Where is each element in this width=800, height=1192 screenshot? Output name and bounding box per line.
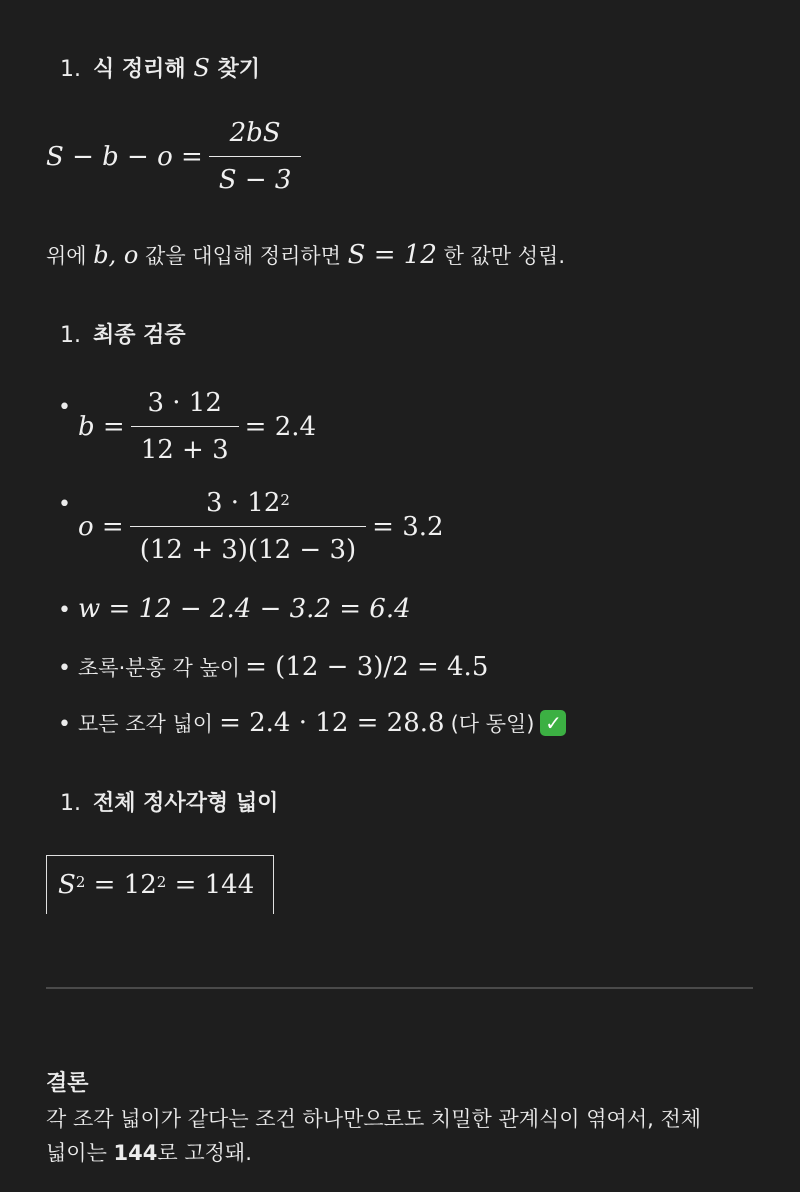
- section-divider: [46, 987, 753, 989]
- step1-result-line: 위에 b, o 값을 대입해 정리하면 S = 12 한 값만 성립.: [46, 240, 566, 270]
- b-fraction: $\frac{3 \cdot 12}{12 + 3}$: [131, 388, 239, 465]
- check-mark-icon: ✓: [540, 710, 566, 736]
- o-fraction: $\frac{3 \cdot 12^2}{(12 + 3)(12 - 3)}$: [130, 488, 366, 565]
- conclusion-heading: 결론: [46, 1071, 89, 1096]
- conclusion-text: 각 조각 넓이가 같다는 조건 하나만으로도 치밀한 관계식이 엮여서, 전체 넓이는 144로 고정돼.: [46, 1107, 702, 1165]
- height-verification: 초록·분홍 각 높이 = (12 − 3)/2 = 4.5: [78, 652, 489, 682]
- step1-fraction: $\frac{2bS}{S - 3}$: [209, 118, 302, 195]
- w-verification: w = 12 − 2.4 − 3.2 = 6.4: [78, 594, 411, 624]
- area-verification: 모든 조각 넓이 = 2.4 · 12 = 28.8 (다 동일) ✓: [78, 708, 566, 738]
- step2-heading: 1. 최종 검증: [60, 323, 186, 348]
- bullet-dot: •: [58, 712, 71, 737]
- step1-heading: 1. 식 정리해 S 찾기: [60, 54, 260, 82]
- step1-equation: S − b − o = $\frac{2bS}{S - 3}$: [46, 118, 307, 195]
- step3-heading: 1. 전체 정사각형 넓이: [60, 791, 279, 816]
- b-verification: b = $\frac{3 \cdot 12}{12 + 3}$ = 2.4: [78, 388, 317, 465]
- bullet-dot: •: [58, 598, 71, 623]
- o-verification: o = $\frac{3 \cdot 12^2}{(12 + 3)(12 - 3)}$ = 3.2: [78, 488, 444, 565]
- bullet-dot: •: [58, 492, 71, 517]
- bullet-dot: •: [58, 395, 71, 420]
- total-area-equation: $S^2 = 12^2 = 144$: [58, 870, 255, 900]
- bullet-dot: •: [58, 656, 71, 681]
